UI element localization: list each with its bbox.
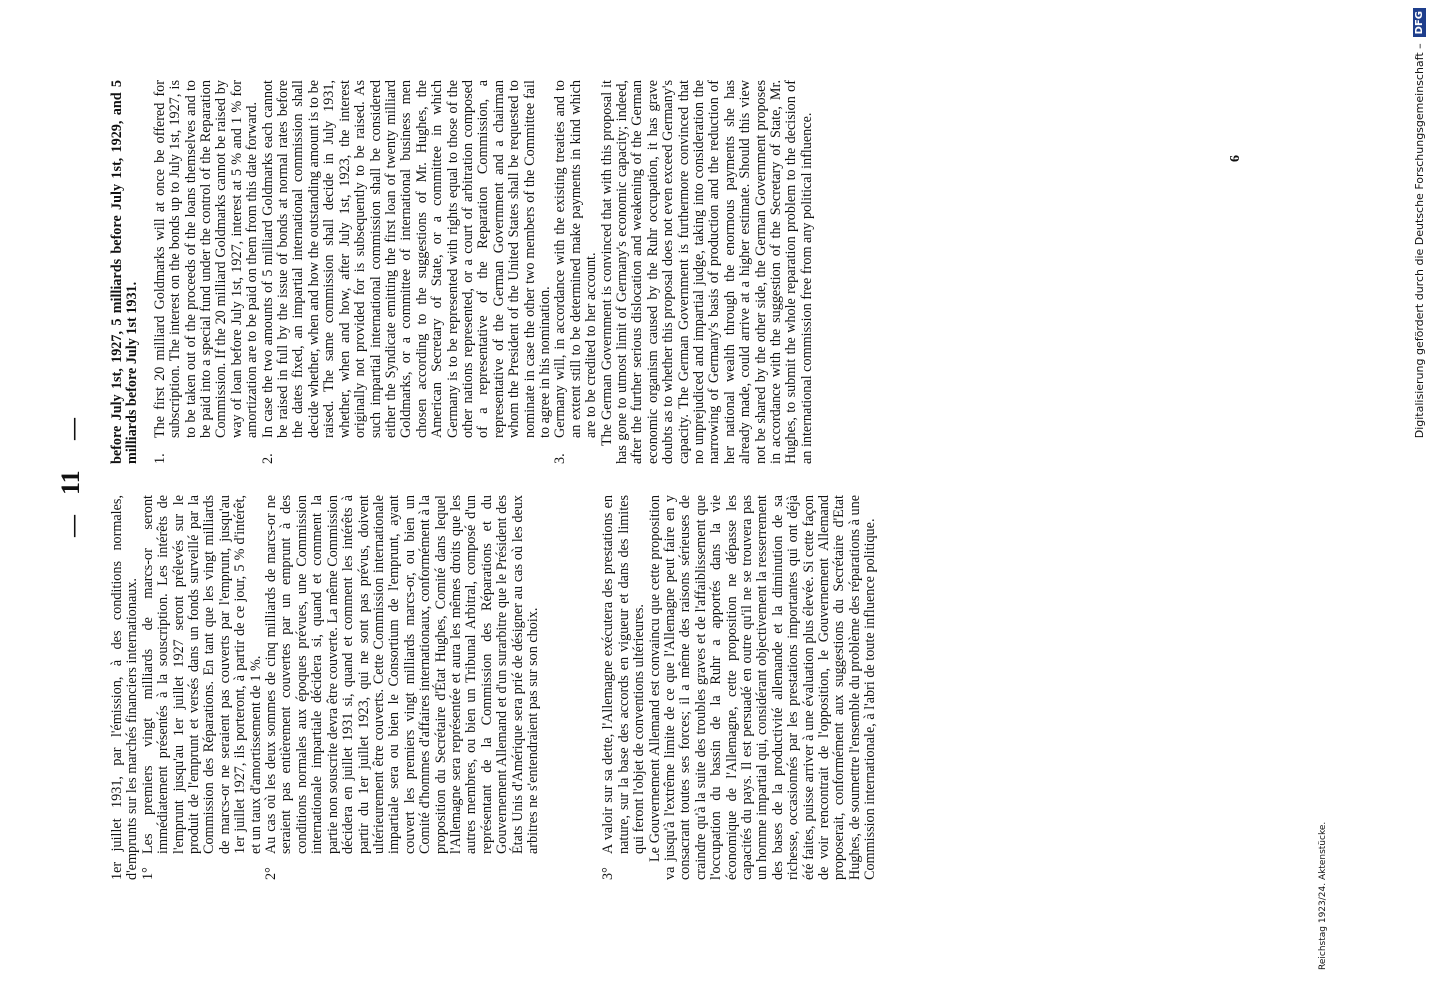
french-item-3-text: A valoir sur sa dette, l'Allemagne exécutera des prestations en nature, sur la base des accords en vigueur et dans des limites qui feront l'objet de conventions ultérieures. [600,495,648,854]
footer-page-number: 6 [1228,155,1243,162]
english-item-3 [553,80,599,464]
french-item-3 [601,495,647,880]
english-column [110,80,1340,464]
french-item-1 [141,495,264,880]
english-item-3-text: Germany will, in accordance with the existing treaties and to an extent still to be determined make payments in kind which are to be credited to her account. [552,80,600,438]
english-item-1-text: The first 20 milliard Goldmarks will at once be offered for subscription. The interest on the bonds up to July 1st, 1927, is to be taken out of the proceeds of the loans themselves and to be paid into a special fund under the control of the Reparation Commission. If the 20 milliard Goldmarks cannot be raised by way of loan before July 1st, 1927, interest at 5 % and 1 % for amortization are to be paid on them from this date forward. [151,80,261,438]
english-intro: before July 1st, 1927, 5 milliards before July 1st, 1929, and 5 milliards before July 1st 1931. [109,80,141,464]
french-item-3-number: 3° [600,867,617,880]
two-column-body [110,80,1350,880]
attribution-text: Digitalisierung gefördert durch die Deutsche Forschungsgemeinschaft – [1412,43,1426,439]
dfg-logo: DFG [1413,8,1426,37]
english-item-2-text: In case the two amounts of 5 milliard Goldmarks each cannot be raised in full by the issue of bonds at normal rates before the dates fixed, an impartial international commission shall decide whether, when and how the outstanding amount is to be raised. The same commission shall decide in July 1931, whether, when and how, after July 1st, 1923, the interest originally not provided for is subsequently to be raised. As such impartial international commission shall be considered either the Syndicate emitting the first loan of twenty milliard Goldmarks, or a committee of international business men chosen according to the suggestions of Mr. Hughes, the American Secretary of State, or a committee in which Germany is to be represented with rights equal to those of the other nations represented, or a court of arbitration composed of a representative of the Reparation Commission, a representative of the German Government and a chairman whom the President of the United States shall be requested to nominate in case the other two members of the Committee fail to agree in his nomination. [259,80,553,438]
french-item-2-number: 2° [263,867,280,880]
french-item-2-text: Au cas où les deux sommes de cinq milliards de marcs-or ne seraient pas entièrement couvertes par un emprunt à des conditions normales aux époques prévues, une Commission internationale impartiale décidera si, quand et comment la partie non souscrite devra être couverte. La même Commission décidera en juillet 1931 si, quand et comment les intérêts à partir du 1er juillet 1923, qui ne sont pas prévus, doivent ultérieurement être couverts. Cette Commission internationale impartiale sera ou bien le Consortium de l'emprunt, ayant couvert les premiers vingt milliards marcs-or, ou bien un Comité d'hommes d'affaires internationaux, conformément à la proposition du Secrétaire d'État Hughes, Comité dans lequel l'Allemagne sera représentée et aura les mêmes droits que les autres membres, ou bien un Tribunal Arbitral, composé d'un représentant de la Commission des Réparations et du Gouvernement Allemand et d'un surarbitre que le Président des États Unis d'Amérique sera prié de désigner au cas où les deux arbitres ne s'entendraient pas sur son choix. [263,495,541,854]
french-column [110,495,1340,880]
english-item-2 [261,80,554,464]
english-item-3-number: 3. [552,453,569,464]
header-dash-right: — [60,418,85,440]
english-item-2-number: 2. [259,453,276,464]
french-item-1-number: 1° [139,867,156,880]
english-item-1-number: 1. [151,453,168,464]
french-item-2 [264,495,541,880]
attribution-margin [1408,8,1430,992]
header-dash-left: — [60,515,85,537]
french-closing-paragraph: Le Gouvernement Allemand est convaincu que cette proposition va jusqu'à l'extrême limite de ce que l'Allemagne peut faire en y consacrant toutes ses forces; il a même des raisons sérieuses de craindre qu'à la suite des troubles graves et de l'affaiblissement que l'occupation du bassin de la Ruhr a apportés dans la vie économique de l'Allemagne, cette proposition ne dépasse les capacités du pays. Il est persuadé en outre qu'il ne se trouvera pas un homme impartial qui, considérant objectivement la resserrement des bases de la productivité allemande et la diminution de sa richesse, occasionnés par les prestations importantes qui ont déjà été faites, puisse arriver à une évaluation plus élevée. Si cette façon de voir rencontrait de l'opposition, le Gouvernement Allemand proposerait, conformément aux suggestions du Secrétaire d'Etat Hughes, de soumettre l'ensemble du problème des réparations à une Commission internationale, à l'abri de toute influence politique. [646,495,879,880]
english-closing-paragraph: The German Government is convinced that with this proposal it has gone to utmost limit of Germany's economic capacity; indeed, after the further serious dislocation and weakening of the German economic organism caused by the Ruhr occupation, it has grave doubts as to whether this proposal does not even exceed Germany's capacity. The German Government is furthermore convinced that no unprejudiced and impartial judge, taking into consideration the narrowing of Germany's basis of production and the reduction of her national wealth through the enormous payments she has already made, could arrive at a higher estimate. Should this view not be shared by the other side, the German Government proposes in accordance with the suggestion of the Secretary of State, Mr. Hughes, to submit the whole reparation problem to the decision of an international commission free from any political influence. [598,80,815,464]
french-intro: 1er juillet 1931, par l'émission, à des conditions normales, d'emprunts sur les marchés financiers internationaux. [109,495,141,880]
english-item-1 [153,80,261,464]
page-number: 11 [56,470,85,495]
footer-note: Reichstag 1923/24. Aktenstücke. [1318,821,1328,970]
page-header [56,90,100,980]
french-item-1-text: Les premiers vingt milliards de marcs-or seront immédiatement présentés à la souscription. Les intérêts de l'emprunt jusqu'au 1er juillet 1927 seront prélevés sur le produit de l'emprunt et versés dans un fonds surveillé par la Commission des Réparations. En tant que les vingt milliards de marcs-or ne seraient pas couverts par l'emprunt, jusqu'au 1er juillet 1927, ils porteront, à partir de ce jour, 5 % d'intérêt, et un taux d'amortissement de 1 %. [139,495,264,854]
